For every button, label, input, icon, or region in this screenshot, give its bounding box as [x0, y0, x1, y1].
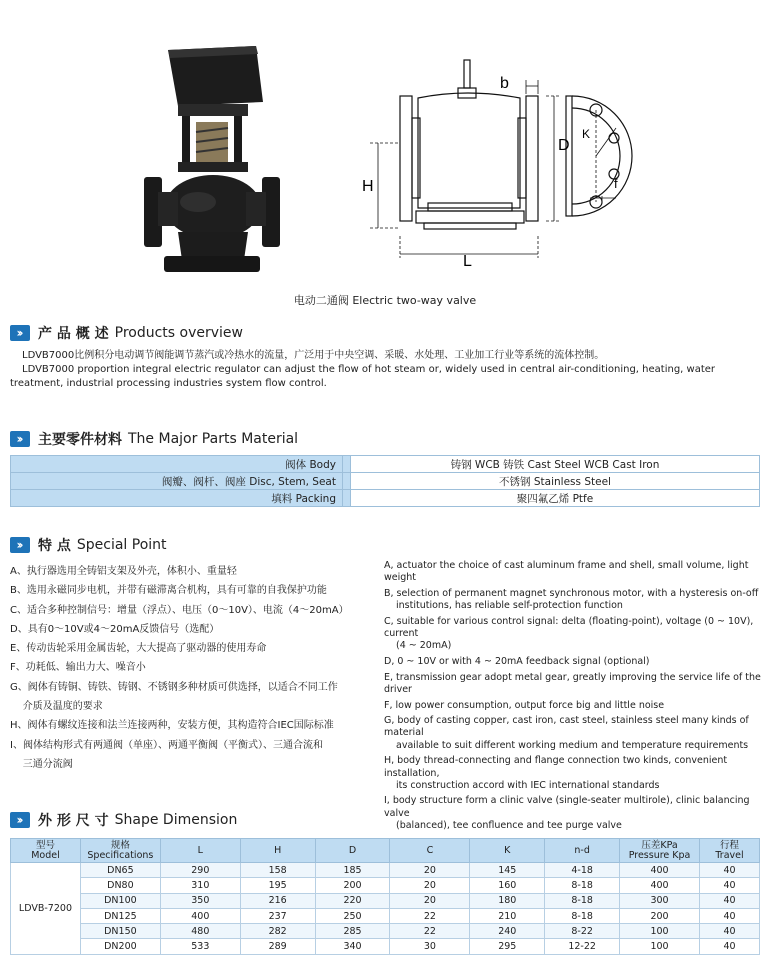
overview-heading	[10, 322, 243, 344]
dimension-title-cn: 外 形 尺 寸	[38, 813, 109, 829]
list-item: 介质及温度的要求	[10, 701, 103, 713]
table-cell: 40	[700, 893, 760, 908]
list-item: F、功耗低、输出力大、噪音小	[10, 662, 146, 674]
table-row	[11, 908, 760, 923]
col-header: n-d	[545, 839, 620, 863]
col-header: 规格 Specifications	[80, 839, 160, 863]
table-cell: 250	[315, 908, 390, 923]
dimension-table	[10, 838, 760, 955]
overview-text-cn: LDVB7000比例积分电动调节阀能调节蒸汽或冷热水的流量，广泛用于中央空调、采暖、水处理、工业加工行业等系统的流体控制。	[22, 350, 605, 361]
table-cell: 400	[620, 863, 700, 878]
drawing-label-b: b	[500, 75, 509, 92]
table-cell: DN100	[80, 893, 160, 908]
table-cell: 22	[390, 908, 470, 923]
table-cell: 295	[470, 939, 545, 954]
special-list-cn	[10, 562, 378, 774]
table-cell: 8-18	[545, 878, 620, 893]
table-cell: 40	[700, 908, 760, 923]
table-row	[11, 456, 760, 473]
drawing-label-f: f	[614, 176, 618, 191]
list-item: A、执行器选用全铸铝支架及外壳，体积小、重量轻	[10, 566, 237, 577]
table-cell: 8-22	[545, 924, 620, 939]
special-heading	[10, 534, 167, 556]
table-cell: 350	[160, 893, 240, 908]
list-item: F, low power consumption, output force big and little noise	[384, 699, 665, 711]
list-item: I, body structure form a clinic valve (single-seater multirole), clinic balancing valve (balanced), tee confluence and tee purge valve	[384, 795, 750, 831]
material-value: 不锈钢 Stainless Steel	[351, 473, 760, 490]
list-item: G, body of casting copper, cast iron, cast steel, stainless steel many kinds of material available to suit different working medium and temperature requirements	[384, 715, 749, 751]
materials-title-cn: 主要零件材料	[38, 432, 122, 448]
model-cell: LDVB-7200	[11, 863, 81, 955]
dimension-title-en: Shape Dimension	[114, 812, 238, 828]
materials-title-en: The Major Parts Material	[128, 431, 299, 447]
table-cell: 400	[620, 878, 700, 893]
table-cell: 285	[315, 924, 390, 939]
table-cell: DN200	[80, 939, 160, 954]
table-cell: DN125	[80, 908, 160, 923]
table-cell: 100	[620, 939, 700, 954]
list-item: B, selection of permanent magnet synchronous motor, with a hysteresis on-off institutions, has reliable self-protection function	[384, 587, 759, 612]
table-cell: 180	[470, 893, 545, 908]
table-cell: 30	[390, 939, 470, 954]
col-header: D	[315, 839, 390, 863]
list-item: 三通分流阀	[10, 758, 73, 770]
table-cell: 282	[240, 924, 315, 939]
dimension-drawing	[350, 58, 650, 268]
material-part: 阀瓣、阀杆、阀座 Disc, Stem, Seat	[11, 473, 343, 490]
special-title-cn: 特 点	[38, 538, 71, 554]
table-row	[11, 893, 760, 908]
table-row	[11, 490, 760, 507]
material-value: 铸钢 WCB 铸铁 Cast Steel WCB Cast Iron	[351, 456, 760, 473]
list-item: C, suitable for various control signal: delta (floating-point), voltage (0 ~ 10V), current (4 ~ 20mA)	[384, 615, 754, 652]
special-list-en	[384, 560, 764, 836]
table-row	[11, 878, 760, 893]
table-cell: 40	[700, 924, 760, 939]
materials-table	[10, 455, 760, 507]
table-cell: 220	[315, 893, 390, 908]
table-cell: 300	[620, 893, 700, 908]
table-cell: 40	[700, 878, 760, 893]
list-item: I、阀体结构形式有两通阀（单座）、两通平衡阀（平衡式）、三通合流和	[10, 739, 323, 751]
table-cell: 200	[315, 878, 390, 893]
table-cell: 290	[160, 863, 240, 878]
table-cell: 158	[240, 863, 315, 878]
table-cell: 289	[240, 939, 315, 954]
double-chevron-icon: ››	[10, 537, 30, 553]
col-header: K	[470, 839, 545, 863]
table-cell: 4-18	[545, 863, 620, 878]
col-header: L	[160, 839, 240, 863]
col-header: 压差KPa Pressure Kpa	[620, 839, 700, 863]
list-item: H, body thread-connecting and flange connection two kinds, convenient installation, its construction accord with IEC international standards	[384, 755, 728, 791]
table-cell: 210	[470, 908, 545, 923]
table-cell: 195	[240, 878, 315, 893]
table-cell: 200	[620, 908, 700, 923]
table-row	[11, 924, 760, 939]
drawing-label-h: H	[362, 178, 374, 195]
table-row	[11, 473, 760, 490]
table-row	[11, 939, 760, 954]
overview-title-cn: 产 品 概 述	[38, 326, 109, 342]
double-chevron-icon: ››	[10, 812, 30, 828]
drawing-label-l: L	[463, 253, 472, 268]
table-cell: 145	[470, 863, 545, 878]
overview-title-en: Products overview	[114, 325, 243, 341]
drawing-label-k: K	[582, 127, 591, 141]
table-cell: 480	[160, 924, 240, 939]
list-item: E、传动齿轮采用金属齿轮，大大提高了驱动器的使用寿命	[10, 643, 267, 655]
double-chevron-icon: ››	[10, 325, 30, 341]
table-cell: 20	[390, 863, 470, 878]
drawing-label-d: D	[558, 137, 570, 154]
table-cell: 533	[160, 939, 240, 954]
list-item: E, transmission gear adopt metal gear, greatly improving the service life of the driver	[384, 671, 761, 695]
table-cell: 8-18	[545, 908, 620, 923]
table-cell: 8-18	[545, 893, 620, 908]
list-item: A, actuator the choice of cast aluminum frame and shell, small volume, light weight	[384, 560, 749, 584]
double-chevron-icon: ››	[10, 431, 30, 447]
overview-text-en: LDVB7000 proportion integral electric regulator can adjust the flow of hot steam or, widely used in central air-conditioning, heating, water treatment, industrial processing industries system flow control.	[10, 364, 716, 389]
list-item: D、具有0～10V或4～20mA反馈信号（选配）	[10, 623, 220, 635]
table-cell: DN80	[80, 878, 160, 893]
overview-text	[10, 349, 750, 391]
materials-heading	[10, 428, 298, 450]
table-cell: 310	[160, 878, 240, 893]
material-part: 填料 Packing	[11, 490, 343, 507]
list-item: C、适合多种控制信号：增量（浮点）、电压（0～10V）、电流（4～20mA）	[10, 604, 349, 616]
list-item: D, 0 ~ 10V or with 4 ~ 20mA feedback signal (optional)	[384, 655, 650, 667]
list-item: B、选用永磁同步电机，并带有磁滞离合机构，具有可靠的自我保护功能	[10, 585, 327, 597]
table-cell: 216	[240, 893, 315, 908]
table-cell: 185	[315, 863, 390, 878]
table-cell: 237	[240, 908, 315, 923]
table-cell: 20	[390, 893, 470, 908]
table-cell: 12-22	[545, 939, 620, 954]
table-cell: 100	[620, 924, 700, 939]
table-row	[11, 863, 760, 878]
table-cell: 340	[315, 939, 390, 954]
table-cell: 160	[470, 878, 545, 893]
dimension-heading	[10, 809, 237, 831]
table-cell: DN150	[80, 924, 160, 939]
table-cell: 22	[390, 924, 470, 939]
material-part: 阀体 Body	[11, 456, 343, 473]
table-cell: 400	[160, 908, 240, 923]
table-cell: 240	[470, 924, 545, 939]
col-header: C	[390, 839, 470, 863]
col-header: H	[240, 839, 315, 863]
col-header: 型号 Model	[11, 839, 81, 863]
table-cell: 40	[700, 863, 760, 878]
table-cell: 20	[390, 878, 470, 893]
valve-photo	[138, 42, 283, 282]
table-cell: DN65	[80, 863, 160, 878]
special-title-en: Special Point	[76, 537, 167, 553]
list-item: H、阀体有螺纹连接和法兰连接两种，安装方便，其构造符合IEC国际标准	[10, 720, 334, 732]
table-cell: 40	[700, 939, 760, 954]
col-header: 行程 Travel	[700, 839, 760, 863]
material-value: 聚四氟乙烯 Ptfe	[351, 490, 760, 507]
image-caption: 电动二通阀 Electric two-way valve	[293, 294, 477, 307]
list-item: G、阀体有铸铜、铸铁、铸钢、不锈钢多种材质可供选择，以适合不同工作	[10, 681, 338, 693]
table-header-row	[11, 839, 760, 863]
